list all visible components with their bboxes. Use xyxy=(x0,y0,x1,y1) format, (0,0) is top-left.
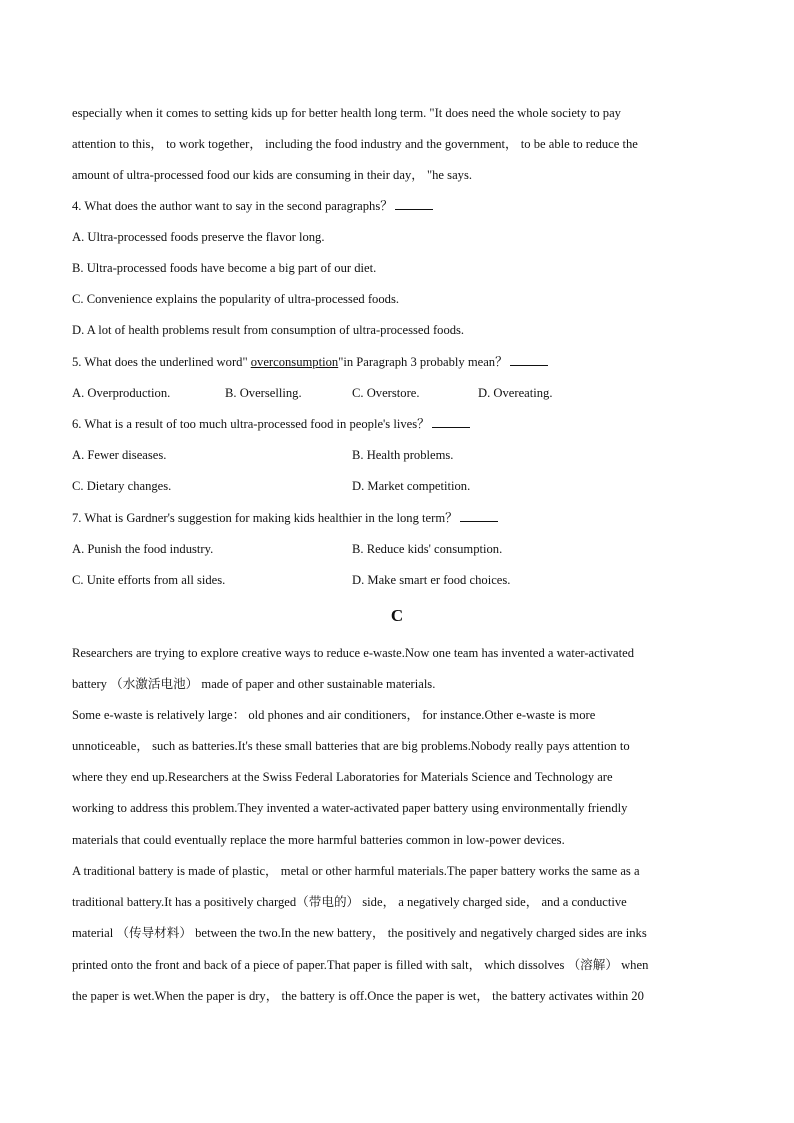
q6-option-d: D. Market competition. xyxy=(352,479,471,493)
passage-line: A traditional battery is made of plastic， metal or other harmful materials.The paper battery works the same as a xyxy=(72,864,640,878)
question-stem: 6. What is a result of too much ultra-processed food in people's lives？ xyxy=(72,417,430,431)
q7-option-a: A. Punish the food industry. xyxy=(72,542,214,556)
passage-line: battery （水激活电池） made of paper and other sustainable materials. xyxy=(72,677,436,691)
q7-option-c: C. Unite efforts from all sides. xyxy=(72,573,226,587)
section-heading: C xyxy=(390,606,404,625)
q5-option-c: C. Overstore. xyxy=(352,386,420,400)
passage-line: especially when it comes to setting kids up for better health long term. "It does need the whole society to pay xyxy=(72,106,621,120)
question-7 xyxy=(72,510,722,526)
passage-line: working to address this problem.They invented a water-activated paper battery using environmentally friendly xyxy=(72,801,628,815)
question-6 xyxy=(72,416,722,432)
answer-blank[interactable] xyxy=(395,199,433,210)
q4-option-d: D. A lot of health problems result from consumption of ultra-processed foods. xyxy=(72,323,465,337)
passage-line: Some e-waste is relatively large： old phones and air conditioners， for instance.Other e-waste is more xyxy=(72,708,596,722)
passage-line: the paper is wet.When the paper is dry， the battery is off.Once the paper is wet， the battery activates within 20 xyxy=(72,989,644,1003)
q5-option-a: A. Overproduction. xyxy=(72,386,171,400)
q4-option-c: C. Convenience explains the popularity of ultra-processed foods. xyxy=(72,292,400,306)
question-stem: 5. What does the underlined word" xyxy=(72,355,251,369)
answer-blank[interactable] xyxy=(432,417,470,428)
answer-blank[interactable] xyxy=(510,355,548,366)
question-4 xyxy=(72,198,722,214)
question-stem: 7. What is Gardner's suggestion for making kids healthier in the long term？ xyxy=(72,511,458,525)
question-5 xyxy=(72,354,722,370)
passage-line: where they end up.Researchers at the Swiss Federal Laboratories for Materials Science and Technology are xyxy=(72,770,613,784)
passage-line: unnoticeable， such as batteries.It's these small batteries that are big problems.Nobody really pays attention to xyxy=(72,739,630,753)
passage-line: traditional battery.It has a positively charged（带电的） side， a negatively charged side， and a conductive xyxy=(72,895,627,909)
question-stem-rest: "in Paragraph 3 probably mean？ xyxy=(338,355,508,369)
passage-line: materials that could eventually replace the more harmful batteries common in low-power devices. xyxy=(72,833,565,847)
q7-option-d: D. Make smart er food choices. xyxy=(352,573,511,587)
passage-line: printed onto the front and back of a piece of paper.That paper is filled with salt， which dissolves （溶解） when xyxy=(72,958,649,972)
q6-option-c: C. Dietary changes. xyxy=(72,479,172,493)
q5-option-d: D. Overeating. xyxy=(478,386,553,400)
q4-option-a: A. Ultra-processed foods preserve the flavor long. xyxy=(72,230,325,244)
answer-blank[interactable] xyxy=(460,511,498,522)
passage-line: attention to this， to work together， including the food industry and the government， to be able to reduce the xyxy=(72,137,638,151)
q6-option-a: A. Fewer diseases. xyxy=(72,448,167,462)
underlined-word: overconsumption xyxy=(250,355,339,369)
passage-line: amount of ultra-processed food our kids are consuming in their day， "he says. xyxy=(72,168,472,182)
passage-line: Researchers are trying to explore creative ways to reduce e-waste.Now one team has invented a water-activated xyxy=(72,646,635,660)
q5-option-b: B. Overselling. xyxy=(225,386,302,400)
question-stem: 4. What does the author want to say in the second paragraphs？ xyxy=(72,199,393,213)
q6-option-b: B. Health problems. xyxy=(352,448,454,462)
passage-line: material （传导材料） between the two.In the new battery， the positively and negatively charged sides are inks xyxy=(72,926,647,940)
q7-option-b: B. Reduce kids' consumption. xyxy=(352,542,503,556)
q4-option-b: B. Ultra-processed foods have become a big part of our diet. xyxy=(72,261,377,275)
